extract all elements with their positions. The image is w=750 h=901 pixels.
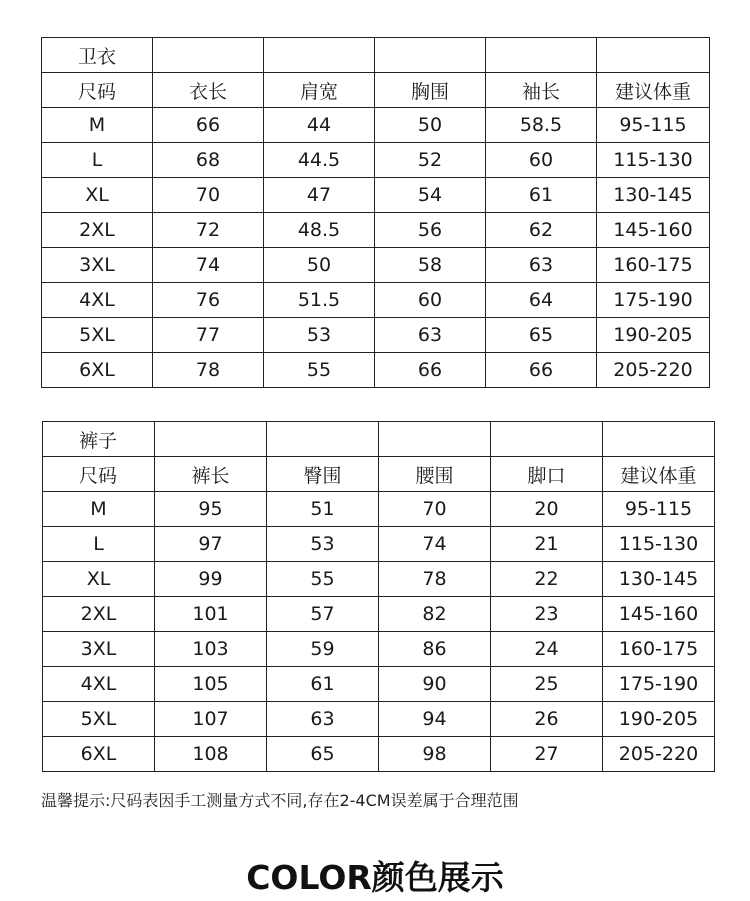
table-row: [42, 318, 710, 353]
size-cell: 4XL: [42, 283, 153, 318]
measurement-cell: 76: [153, 283, 264, 318]
measurement-cell: 66: [486, 353, 597, 388]
measurement-cell: 56: [375, 213, 486, 248]
column-header: 裤长: [155, 457, 267, 492]
measurement-cell: 107: [155, 702, 267, 737]
column-header: 臀围: [267, 457, 379, 492]
measurement-cell: 44: [264, 108, 375, 143]
measurement-cell: 95: [155, 492, 267, 527]
size-cell: 6XL: [43, 737, 155, 772]
table-row: [43, 632, 715, 667]
column-header: 建议体重: [597, 73, 710, 108]
empty-cell: [597, 38, 710, 73]
empty-cell: [486, 38, 597, 73]
measurement-cell: 66: [375, 353, 486, 388]
measurement-cell: 95-115: [603, 492, 715, 527]
measurement-cell: 25: [491, 667, 603, 702]
size-cell: L: [43, 527, 155, 562]
measurement-cell: 78: [379, 562, 491, 597]
size-cell: 3XL: [42, 248, 153, 283]
empty-cell: [379, 422, 491, 457]
table-title: 卫衣: [42, 38, 153, 73]
table-row: [42, 213, 710, 248]
measurement-cell: 50: [264, 248, 375, 283]
measurement-cell: 61: [486, 178, 597, 213]
measurement-cell: 61: [267, 667, 379, 702]
table-row: [42, 108, 710, 143]
measurement-cell: 77: [153, 318, 264, 353]
measurement-cell: 66: [153, 108, 264, 143]
measurement-cell: 103: [155, 632, 267, 667]
column-header: 腰围: [379, 457, 491, 492]
size-cell: XL: [43, 562, 155, 597]
size-note: 温馨提示:尺码表因手工测量方式不同,存在2-4CM误差属于合理范围: [41, 791, 519, 810]
measurement-cell: 70: [153, 178, 264, 213]
color-section-title: COLOR颜色展示: [246, 858, 504, 897]
empty-cell: [375, 38, 486, 73]
measurement-cell: 55: [267, 562, 379, 597]
measurement-cell: 58: [375, 248, 486, 283]
measurement-cell: 175-190: [603, 667, 715, 702]
column-header: 袖长: [486, 73, 597, 108]
measurement-cell: 74: [153, 248, 264, 283]
empty-cell: [155, 422, 267, 457]
measurement-cell: 20: [491, 492, 603, 527]
table-header-row: [43, 457, 715, 492]
measurement-cell: 53: [267, 527, 379, 562]
size-cell: 5XL: [42, 318, 153, 353]
measurement-cell: 82: [379, 597, 491, 632]
measurement-cell: 205-220: [603, 737, 715, 772]
measurement-cell: 78: [153, 353, 264, 388]
hoodie-size-table: [41, 37, 710, 388]
table-row: [43, 737, 715, 772]
measurement-cell: 94: [379, 702, 491, 737]
measurement-cell: 68: [153, 143, 264, 178]
size-cell: XL: [42, 178, 153, 213]
measurement-cell: 70: [379, 492, 491, 527]
table-row: [43, 562, 715, 597]
measurement-cell: 160-175: [597, 248, 710, 283]
measurement-cell: 58.5: [486, 108, 597, 143]
size-cell: 3XL: [43, 632, 155, 667]
table-row: [43, 597, 715, 632]
measurement-cell: 53: [264, 318, 375, 353]
table-row: [42, 353, 710, 388]
measurement-cell: 60: [375, 283, 486, 318]
size-cell: L: [42, 143, 153, 178]
measurement-cell: 95-115: [597, 108, 710, 143]
measurement-cell: 26: [491, 702, 603, 737]
measurement-cell: 50: [375, 108, 486, 143]
size-cell: 5XL: [43, 702, 155, 737]
measurement-cell: 22: [491, 562, 603, 597]
size-cell: 2XL: [42, 213, 153, 248]
measurement-cell: 86: [379, 632, 491, 667]
measurement-cell: 190-205: [603, 702, 715, 737]
measurement-cell: 101: [155, 597, 267, 632]
table-title-row: [42, 38, 710, 73]
size-cell: 6XL: [42, 353, 153, 388]
measurement-cell: 97: [155, 527, 267, 562]
measurement-cell: 190-205: [597, 318, 710, 353]
table-row: [43, 492, 715, 527]
measurement-cell: 51.5: [264, 283, 375, 318]
measurement-cell: 21: [491, 527, 603, 562]
measurement-cell: 57: [267, 597, 379, 632]
empty-cell: [264, 38, 375, 73]
table-row: [43, 527, 715, 562]
measurement-cell: 63: [375, 318, 486, 353]
table-row: [42, 283, 710, 318]
table-row: [42, 248, 710, 283]
measurement-cell: 62: [486, 213, 597, 248]
column-header: 尺码: [42, 73, 153, 108]
measurement-cell: 23: [491, 597, 603, 632]
size-cell: M: [43, 492, 155, 527]
size-cell: 4XL: [43, 667, 155, 702]
column-header: 胸围: [375, 73, 486, 108]
measurement-cell: 98: [379, 737, 491, 772]
column-header: 肩宽: [264, 73, 375, 108]
table-title-row: [43, 422, 715, 457]
table-title: 裤子: [43, 422, 155, 457]
measurement-cell: 54: [375, 178, 486, 213]
empty-cell: [153, 38, 264, 73]
measurement-cell: 59: [267, 632, 379, 667]
table-header-row: [42, 73, 710, 108]
measurement-cell: 64: [486, 283, 597, 318]
size-cell: M: [42, 108, 153, 143]
column-header: 衣长: [153, 73, 264, 108]
empty-cell: [267, 422, 379, 457]
measurement-cell: 63: [486, 248, 597, 283]
measurement-cell: 65: [486, 318, 597, 353]
table-row: [43, 667, 715, 702]
measurement-cell: 27: [491, 737, 603, 772]
column-header: 建议体重: [603, 457, 715, 492]
measurement-cell: 108: [155, 737, 267, 772]
column-header: 脚口: [491, 457, 603, 492]
measurement-cell: 105: [155, 667, 267, 702]
pants-size-table: [42, 421, 715, 772]
measurement-cell: 47: [264, 178, 375, 213]
size-cell: 2XL: [43, 597, 155, 632]
measurement-cell: 72: [153, 213, 264, 248]
measurement-cell: 115-130: [597, 143, 710, 178]
table-row: [43, 702, 715, 737]
measurement-cell: 205-220: [597, 353, 710, 388]
column-header: 尺码: [43, 457, 155, 492]
measurement-cell: 60: [486, 143, 597, 178]
table-row: [42, 143, 710, 178]
empty-cell: [603, 422, 715, 457]
measurement-cell: 65: [267, 737, 379, 772]
empty-cell: [491, 422, 603, 457]
measurement-cell: 52: [375, 143, 486, 178]
measurement-cell: 130-145: [597, 178, 710, 213]
measurement-cell: 90: [379, 667, 491, 702]
measurement-cell: 48.5: [264, 213, 375, 248]
measurement-cell: 63: [267, 702, 379, 737]
measurement-cell: 24: [491, 632, 603, 667]
measurement-cell: 55: [264, 353, 375, 388]
measurement-cell: 175-190: [597, 283, 710, 318]
measurement-cell: 130-145: [603, 562, 715, 597]
measurement-cell: 145-160: [603, 597, 715, 632]
measurement-cell: 115-130: [603, 527, 715, 562]
measurement-cell: 99: [155, 562, 267, 597]
measurement-cell: 160-175: [603, 632, 715, 667]
measurement-cell: 44.5: [264, 143, 375, 178]
measurement-cell: 51: [267, 492, 379, 527]
table-row: [42, 178, 710, 213]
measurement-cell: 74: [379, 527, 491, 562]
measurement-cell: 145-160: [597, 213, 710, 248]
